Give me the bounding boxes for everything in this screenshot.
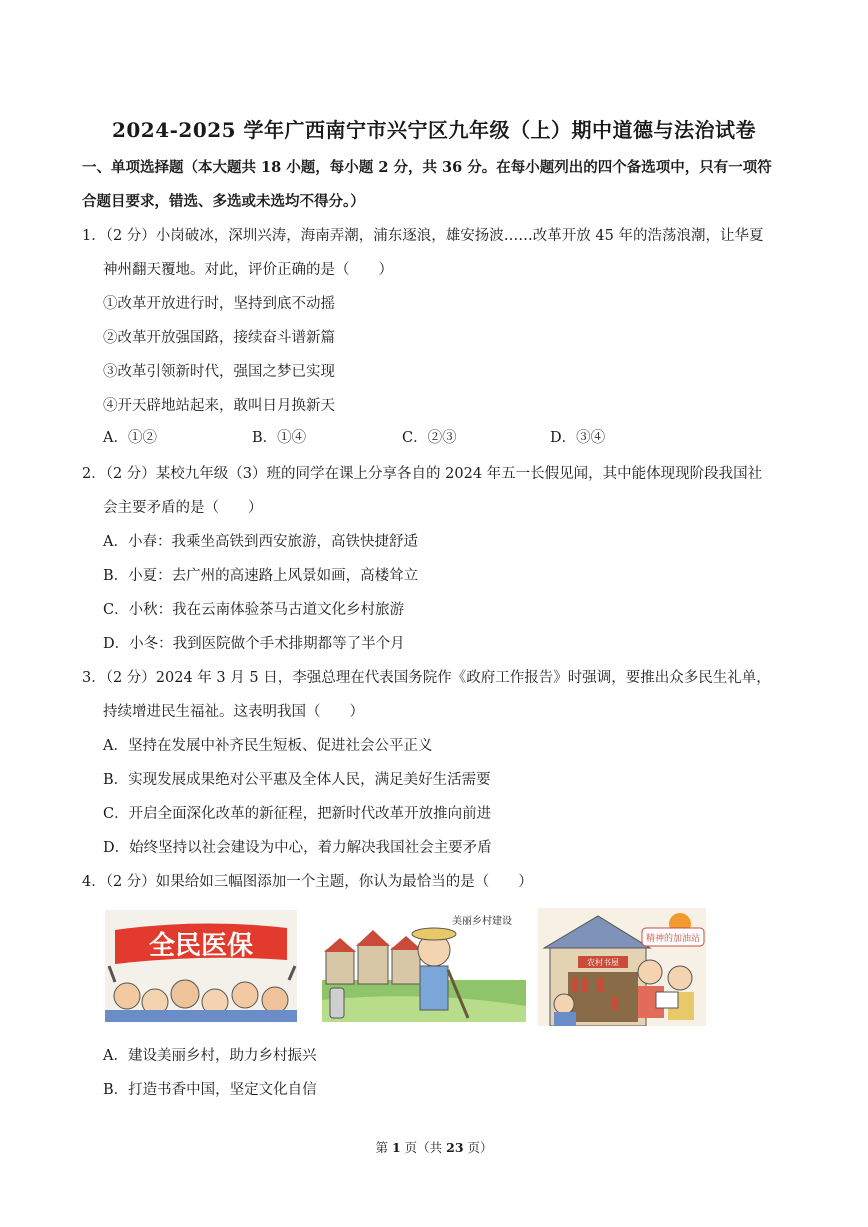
q4-image1-caption: 全民医保	[148, 931, 254, 961]
q1-option-a: A．①②	[103, 430, 157, 446]
q4-image2-caption: 美丽乡村建设	[452, 916, 512, 927]
q2-option-d: D．小冬：我到医院做个手术排期都等了半个月	[103, 636, 405, 652]
section-heading-line1: 一、单项选择题（本大题共 18 小题，每小题 2 分，共 36 分。在每小题列出的四个备选项中，只有一项符	[82, 159, 772, 176]
page-title: 2024-2025 学年广西南宁市兴宁区九年级（上）期中道德与法治试卷	[111, 118, 757, 142]
footer-suffix: 页）	[463, 1140, 493, 1155]
q2-option-a: A．小春：我乘坐高铁到西安旅游，高铁快捷舒适	[103, 534, 418, 550]
q1-item-1: ①改革开放进行时，坚持到底不动摇	[103, 296, 335, 312]
q3-option-d: D．始终坚持以社会建设为中心，着力解决我国社会主要矛盾	[103, 840, 492, 856]
q2-stem-line1: 2．（2 分）某校九年级（3）班的同学在课上分享各自的 2024 年五一长假见闻，其中能体现现阶段我国社	[82, 466, 763, 482]
footer-total-pages: 23	[446, 1140, 464, 1155]
q1-item-2: ②改革开放强国路，接续奋斗谱新篇	[103, 330, 335, 346]
q4-image-reading-room	[538, 908, 706, 1026]
q1-item-4: ④开天辟地站起来，敢叫日月换新天	[103, 398, 335, 414]
q4-image3-sign: 农村书屋	[587, 958, 619, 967]
q4-option-a: A．建设美丽乡村，助力乡村振兴	[103, 1048, 317, 1064]
q1-option-b: B．①④	[252, 430, 307, 446]
q3-stem-line1: 3．（2 分）2024 年 3 月 5 日，李强总理在代表国务院作《政府工作报告》时强调，要推出众多民生礼单，	[82, 670, 771, 686]
q1-stem-line1: 1．（2 分）小岗破冰，深圳兴涛，海南弄潮，浦东逐浪，雄安扬波……改革开放 45 年的浩荡浪潮，让华夏	[82, 228, 764, 244]
q4-image-beautiful-village	[322, 910, 526, 1022]
q1-option-d: D．③④	[550, 430, 606, 446]
footer-middle: 页（共	[400, 1140, 447, 1155]
footer-page-number: 1	[391, 1140, 401, 1155]
q4-option-b: B．打造书香中国，坚定文化自信	[103, 1082, 317, 1098]
q3-stem-line2: 持续增进民生福祉。这表明我国（ ）	[103, 704, 364, 720]
q3-option-a: A．坚持在发展中补齐民生短板、促进社会公平正义	[103, 738, 433, 754]
footer-prefix: 第	[375, 1140, 392, 1155]
section-heading-line2: 合题目要求，错选、多选或未选均不得分。）	[82, 193, 365, 210]
q2-option-c: C．小秋：我在云南体验茶马古道文化乡村旅游	[103, 602, 405, 618]
q3-option-b: B．实现发展成果绝对公平惠及全体人民，满足美好生活需要	[103, 772, 491, 788]
q1-item-3: ③改革引领新时代，强国之梦已实现	[103, 364, 335, 380]
q4-stem-line1: 4．（2 分）如果给如三幅图添加一个主题，你认为最恰当的是（ ）	[82, 874, 533, 890]
q4-image3-caption: 精神的加油站	[645, 934, 701, 944]
page-footer	[0, 1138, 868, 1156]
q1-option-c: C．②③	[402, 430, 457, 446]
q2-option-b: B．小夏：去广州的高速路上风景如画，高楼耸立	[103, 568, 419, 584]
q3-option-c: C．开启全面深化改革的新征程，把新时代改革开放推向前进	[103, 806, 492, 822]
q2-stem-line2: 会主要矛盾的是（ ）	[103, 500, 263, 516]
q4-image-medical-insurance	[105, 910, 297, 1022]
q1-stem-line2: 神州翻天覆地。对此，评价正确的是（ ）	[103, 262, 393, 278]
